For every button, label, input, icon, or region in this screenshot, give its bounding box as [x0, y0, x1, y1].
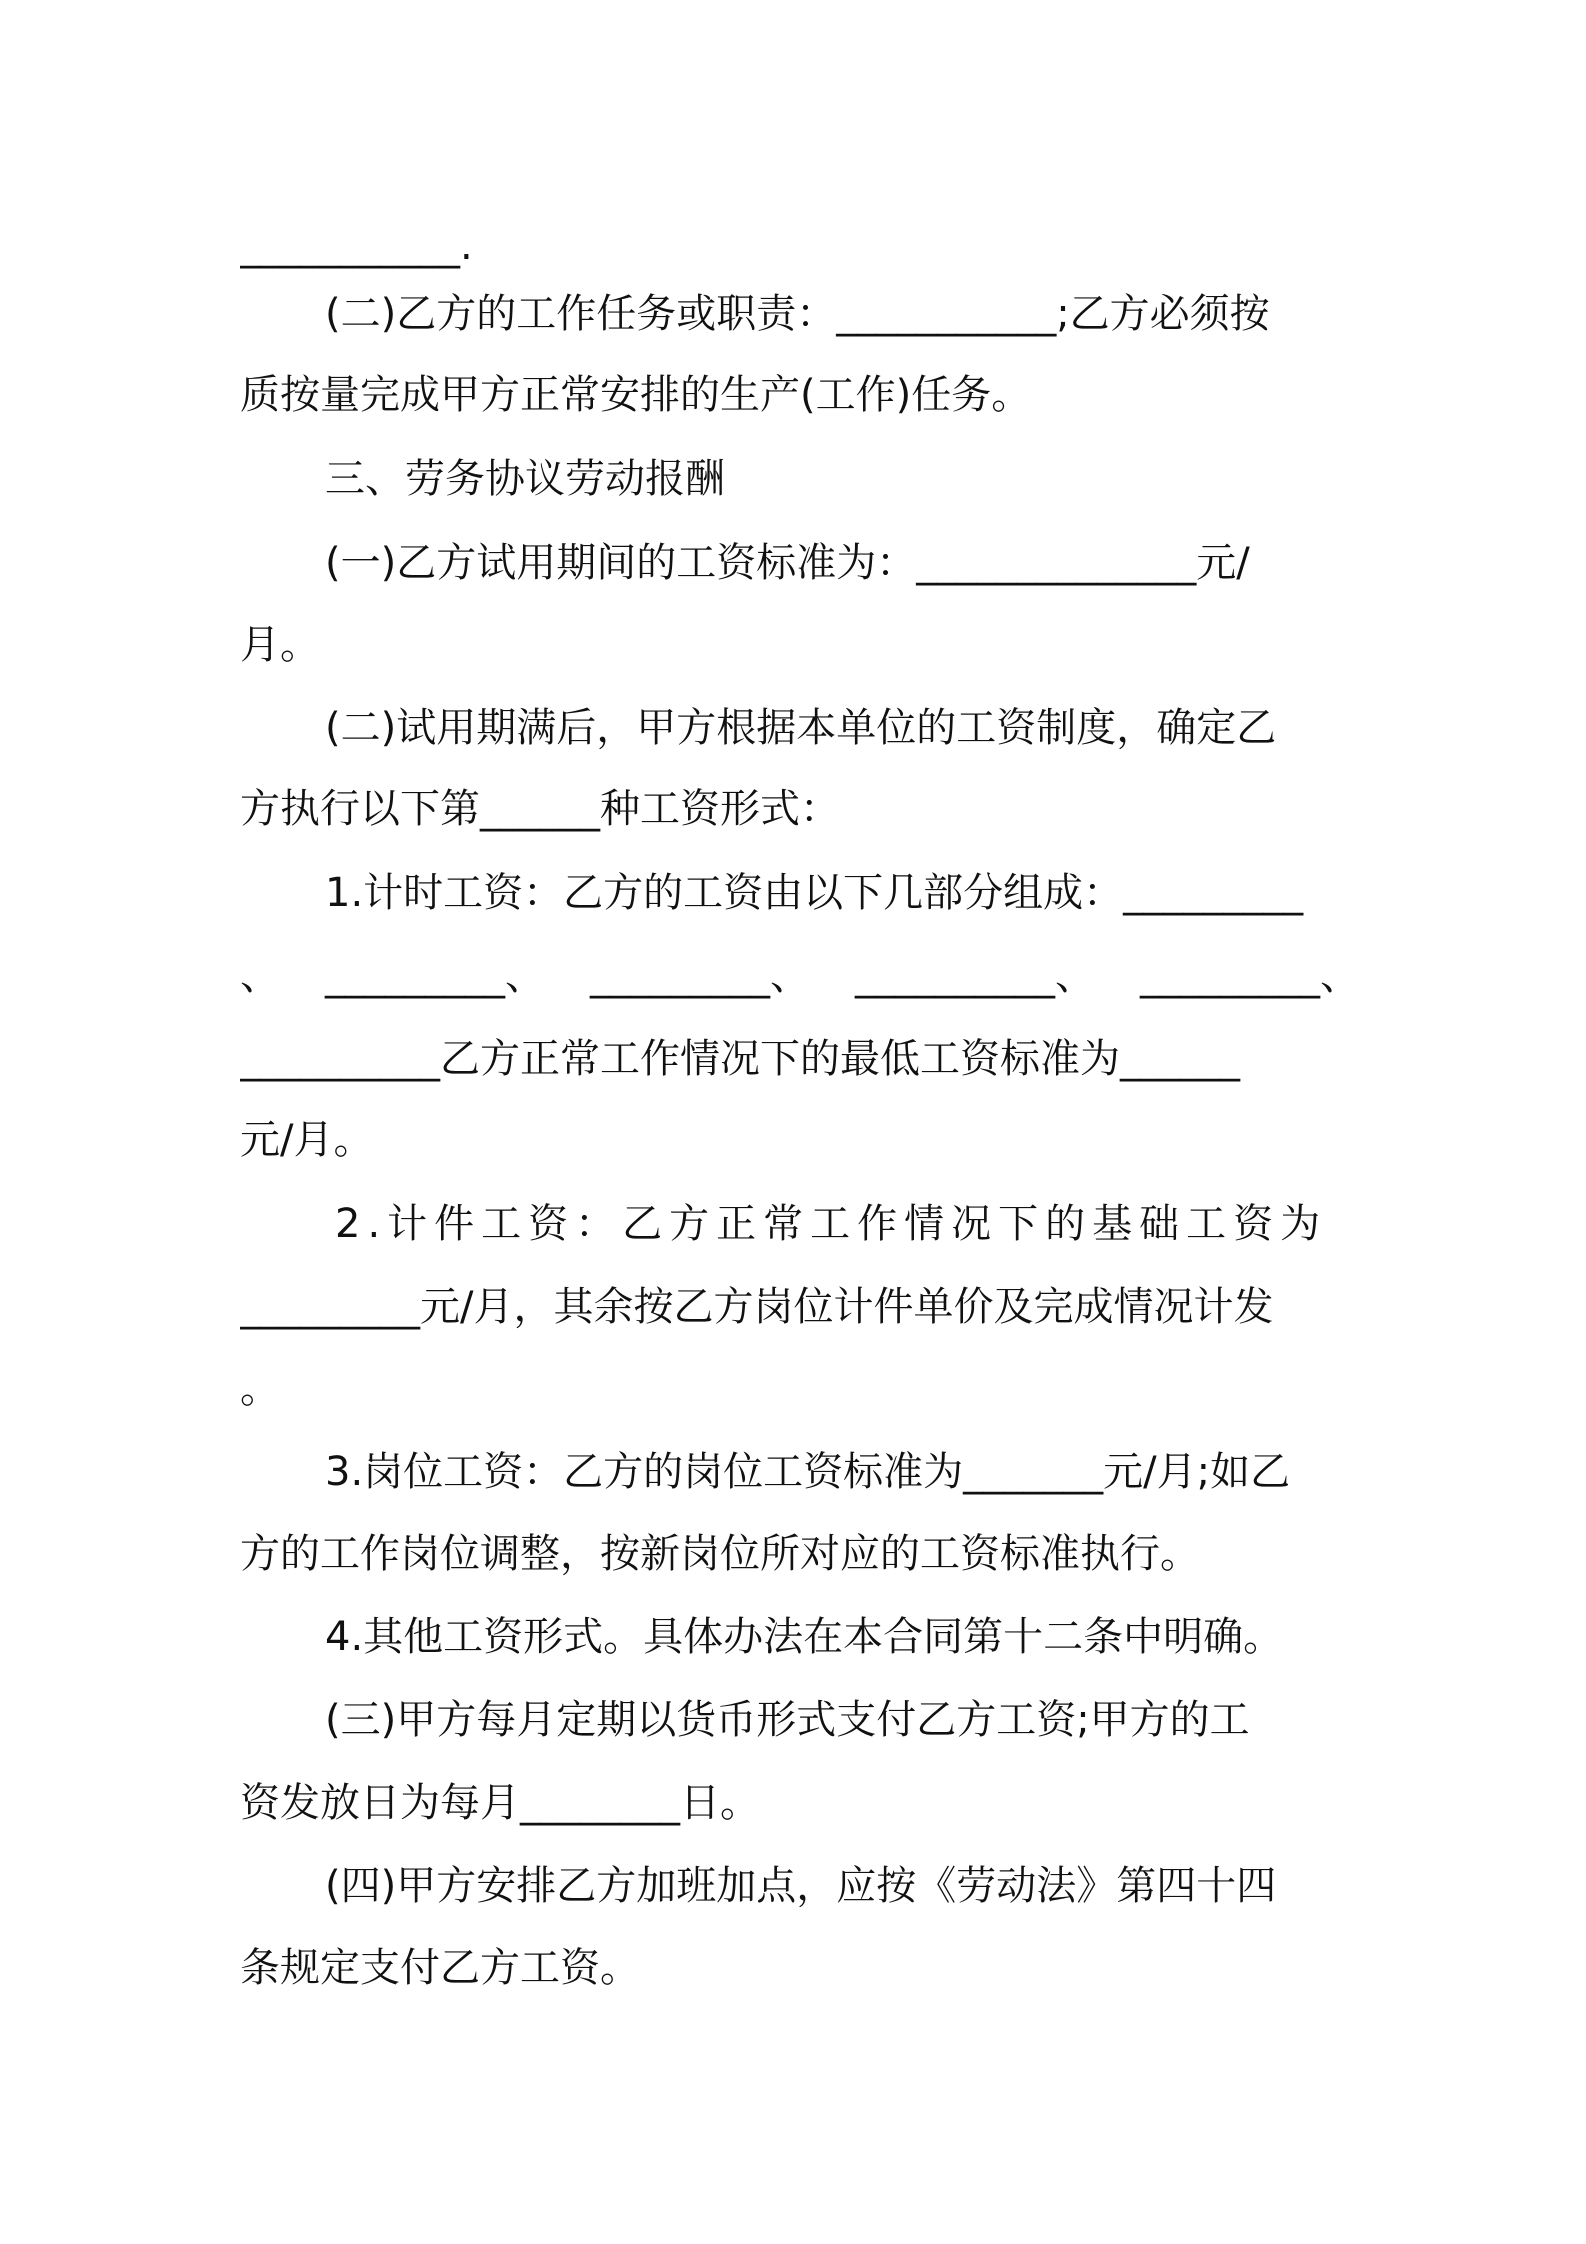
wage-components-blanks: [240, 948, 1360, 1004]
payment-schedule-clause: (三)甲方每月定期以货币形式支付乙方工资;甲方的工: [325, 1697, 1250, 1743]
component-blank: 、: [240, 953, 280, 999]
section-heading-remuneration: 三、劳务协议劳动报酬: [325, 456, 725, 502]
piece-wage-clause-cont: _________元/月，其余按乙方岗位计件单价及完成情况计发: [240, 1284, 1274, 1330]
hourly-wage-clause: 1.计时工资：乙方的工资由以下几部分组成：_________: [325, 870, 1304, 916]
work-duties-clause: (二)乙方的工作任务或职责：___________;乙方必须按: [325, 291, 1270, 337]
overtime-clause: (四)甲方安排乙方加班加点，应按《劳动法》第四十四: [325, 1863, 1277, 1909]
component-blank: __________、: [855, 953, 1095, 999]
position-wage-clause: 3.岗位工资：乙方的岗位工资标准为_______元/月;如乙: [325, 1449, 1291, 1495]
position-wage-clause-cont: 方的工作岗位调整，按新岗位所对应的工资标准执行。: [240, 1531, 1200, 1577]
component-blank: _________、: [325, 953, 545, 999]
other-wage-clause: 4.其他工资形式。具体办法在本合同第十二条中明确。: [325, 1614, 1284, 1660]
component-blank: _________、: [590, 953, 810, 999]
minimum-wage-line: __________乙方正常工作情况下的最低工资标准为______: [240, 1036, 1240, 1082]
post-probation-clause-cont: 方执行以下第______种工资形式：: [240, 786, 840, 832]
piece-wage-clause: 2.计件工资：乙方正常工作情况下的基础工资为: [335, 1201, 1328, 1247]
blank-line-continuation: ___________.: [240, 223, 473, 269]
overtime-clause-cont: 条规定支付乙方工资。: [240, 1945, 640, 1991]
minimum-wage-unit: 元/月。: [240, 1117, 374, 1163]
payment-schedule-clause-cont: 资发放日为每月________日。: [240, 1780, 760, 1826]
probation-wage-clause: (一)乙方试用期间的工资标准为：______________元/: [325, 540, 1250, 586]
post-probation-clause: (二)试用期满后，甲方根据本单位的工资制度，确定乙: [325, 705, 1277, 751]
probation-wage-clause-cont: 月。: [240, 622, 320, 668]
work-duties-clause-cont: 质按量完成甲方正常安排的生产(工作)任务。: [240, 372, 1032, 418]
component-blank: _________、: [1140, 953, 1360, 999]
piece-wage-clause-end: 。: [240, 1366, 280, 1412]
